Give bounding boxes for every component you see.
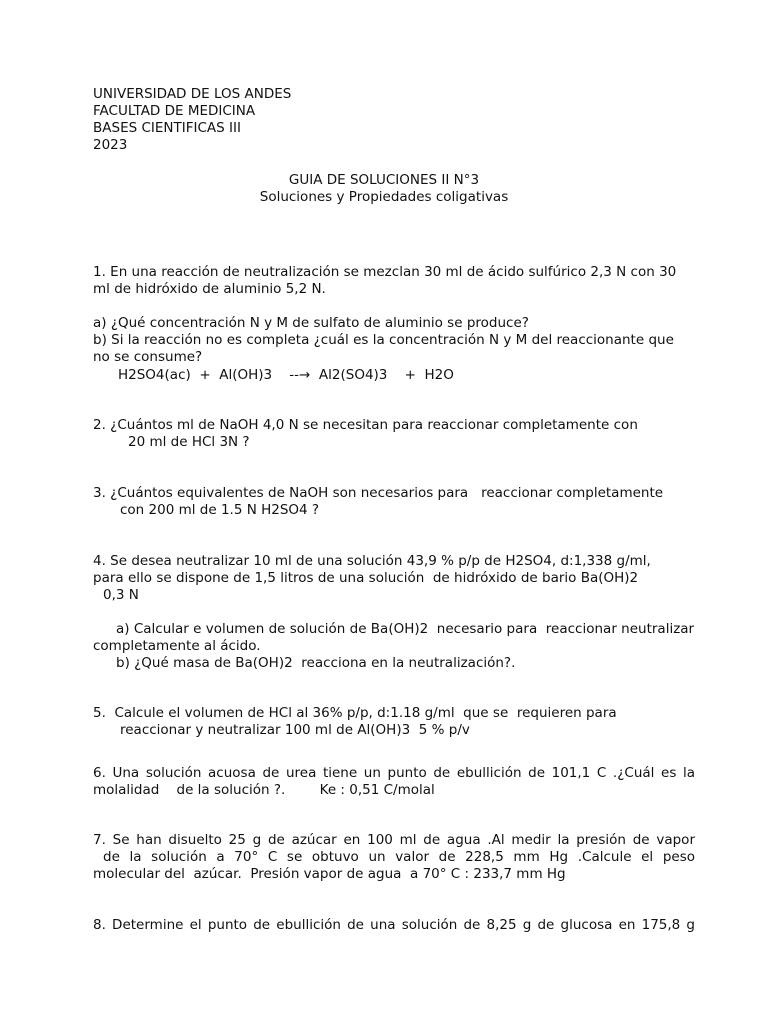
q5-line2: reaccionar y neutralizar 100 ml de Al(OH)3 5 % p/v xyxy=(120,722,470,738)
university-name: UNIVERSIDAD DE LOS ANDES xyxy=(93,86,292,102)
q7-line3: molecular del azúcar. Presión vapor de agua a 70° C : 233,7 mm Hg xyxy=(93,866,566,882)
document-title: GUIA DE SOLUCIONES II N°3 xyxy=(288,172,480,188)
q1-line1: 1. En una reacción de neutralización se mezclan 30 ml de ácido sulfúrico 2,3 N con 30 xyxy=(93,264,677,280)
q1-part-b-line2: no se consume? xyxy=(93,349,203,365)
q5-line1: 5. Calcule el volumen de HCl al 36% p/p, d:1.18 g/ml que se requieren para xyxy=(93,705,617,721)
q2-line2: 20 ml de HCl 3N ? xyxy=(128,434,250,450)
q2-line1: 2. ¿Cuántos ml de NaOH 4,0 N se necesitan para reaccionar completamente con xyxy=(93,417,638,433)
q3-line1: 3. ¿Cuántos equivalentes de NaOH son necesarios para reaccionar completamente xyxy=(93,485,664,501)
year: 2023 xyxy=(93,137,128,153)
q4-part-a-line2: completamente al ácido. xyxy=(93,638,261,654)
q7-line1: 7. Se han disuelto 25 g de azúcar en 100 ml de agua .Al medir la presión de vapor xyxy=(93,832,695,848)
q7-line2: de la solución a 70° C se obtuvo un valor de 228,5 mm Hg .Calcule el peso xyxy=(103,849,695,865)
q4-part-a-line1: a) Calcular e volumen de solución de Ba(OH)2 necesario para reaccionar neutralizar xyxy=(116,621,695,637)
faculty-name: FACULTAD DE MEDICINA xyxy=(93,103,256,119)
q6-line2: molalidad de la solución ?. Ke : 0,51 C/molal xyxy=(93,782,435,798)
q8-line1: 8. Determine el punto de ebullición de una solución de 8,25 g de glucosa en 175,8 g xyxy=(93,917,695,933)
q4-line3: 0,3 N xyxy=(103,587,139,603)
q1-part-a: a) ¿Qué concentración N y M de sulfato de aluminio se produce? xyxy=(93,315,529,331)
q1-line2: ml de hidróxido de aluminio 5,2 N. xyxy=(93,281,326,297)
q1-equation: H2SO4(ac) + Al(OH)3 --→ Al2(SO4)3 + H2O xyxy=(118,367,454,383)
q4-part-b: b) ¿Qué masa de Ba(OH)2 reacciona en la neutralización?. xyxy=(116,655,516,671)
q4-line2: para ello se dispone de 1,5 litros de una solución de hidróxido de bario Ba(OH)2 xyxy=(93,570,639,586)
q6-line1: 6. Una solución acuosa de urea tiene un punto de ebullición de 101,1 C .¿Cuál es la xyxy=(93,765,695,781)
q4-line1: 4. Se desea neutralizar 10 ml de una solución 43,9 % p/p de H2SO4, d:1,338 g/ml, xyxy=(93,553,651,569)
q3-line2: con 200 ml de 1.5 N H2SO4 ? xyxy=(120,502,320,518)
document-subtitle: Soluciones y Propiedades coligativas xyxy=(259,189,509,205)
q1-part-b-line1: b) Si la reacción no es completa ¿cuál es la concentración N y M del reaccionante que xyxy=(93,332,674,348)
course-name: BASES CIENTIFICAS III xyxy=(93,120,241,136)
